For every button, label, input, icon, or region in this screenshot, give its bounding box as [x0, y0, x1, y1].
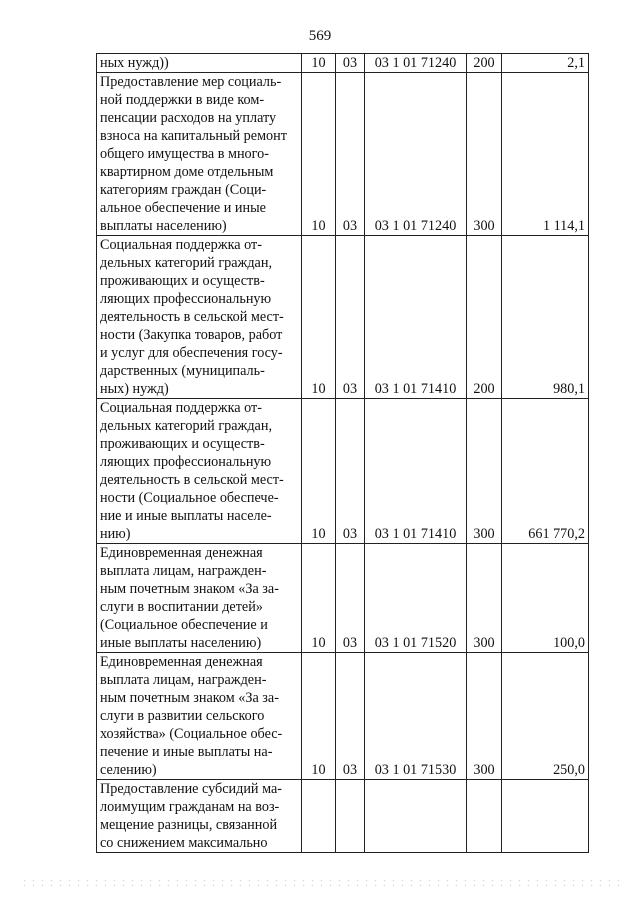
- expense-name-line: мещение разницы, связанной: [100, 817, 278, 833]
- subsection-cell: [336, 780, 365, 853]
- expense-name-line: нию): [100, 526, 131, 542]
- expense-name-line: общего имущества в много-: [100, 146, 269, 162]
- scan-noise: [20, 878, 620, 890]
- expense-type-cell: 300: [467, 544, 502, 653]
- expense-type-cell: 300: [467, 73, 502, 236]
- expense-name-line: и услуг для обеспечения госу-: [100, 345, 283, 361]
- expense-name-line: квартирном доме отдельным: [100, 164, 274, 180]
- amount-cell: 661 770,2: [502, 399, 589, 544]
- expense-name-line: деятельность в сельской мест-: [100, 309, 284, 325]
- target-article-cell: 03 1 01 71520: [365, 544, 467, 653]
- target-article-cell: 03 1 01 71240: [365, 73, 467, 236]
- expense-name-line: дельных категорий граждан,: [100, 418, 272, 434]
- expense-name-line: хозяйства» (Социальное обес-: [100, 726, 283, 742]
- amount-cell: 250,0: [502, 653, 589, 780]
- table-row: [97, 399, 589, 544]
- expense-name-cell: [97, 780, 302, 853]
- table-row: [97, 73, 589, 236]
- expense-name-line: ние и иные выплаты населе-: [100, 508, 272, 524]
- expense-name-line: со снижением максимально: [100, 835, 268, 851]
- amount-cell: 2,1: [502, 54, 589, 73]
- expense-name-line: ным почетным знаком «За за-: [100, 690, 279, 706]
- amount-cell: 1 114,1: [502, 73, 589, 236]
- expense-name-line: ных нужд)): [100, 55, 169, 71]
- expense-name-line: взноса на капитальный ремонт: [100, 128, 287, 144]
- expense-name-line: ным почетным знаком «За за-: [100, 581, 279, 597]
- expense-name-line: печение и иные выплаты на-: [100, 744, 273, 760]
- expense-type-cell: 200: [467, 236, 502, 399]
- expense-name-line: ляющих профессиональную: [100, 454, 272, 470]
- subsection-cell: 03: [336, 54, 365, 73]
- amount-cell: [502, 780, 589, 853]
- expense-name-cell: [97, 653, 302, 780]
- subsection-cell: 03: [336, 653, 365, 780]
- target-article-cell: 03 1 01 71410: [365, 399, 467, 544]
- subsection-cell: 03: [336, 544, 365, 653]
- expense-name-line: категориям граждан (Соци-: [100, 182, 267, 198]
- page-number: 569: [308, 28, 332, 44]
- table-row: [97, 780, 589, 853]
- expense-name-line: лоимущим гражданам на воз-: [100, 799, 280, 815]
- expense-name-line: альное обеспечение и иные: [100, 200, 266, 216]
- target-article-cell: 03 1 01 71530: [365, 653, 467, 780]
- expense-name-cell: [97, 399, 302, 544]
- amount-cell: 980,1: [502, 236, 589, 399]
- subsection-cell: 03: [336, 236, 365, 399]
- expense-name-line: выплаты населению): [100, 218, 227, 234]
- expense-name-line: ных) нужд): [100, 381, 169, 397]
- amount-cell: 100,0: [502, 544, 589, 653]
- expense-name-line: деятельность в сельской мест-: [100, 472, 284, 488]
- target-article-cell: 03 1 01 71240: [365, 54, 467, 73]
- section-cell: 10: [302, 399, 336, 544]
- table-row: [97, 54, 589, 73]
- table-row: [97, 653, 589, 780]
- expense-name-line: ности (Социальное обеспече-: [100, 490, 279, 506]
- expense-name-line: Социальная поддержка от-: [100, 237, 262, 253]
- table-row: [97, 236, 589, 399]
- expense-name-line: Единовременная денежная: [100, 545, 263, 561]
- expense-name-line: ности (Закупка товаров, работ: [100, 327, 283, 343]
- expense-name-line: ной поддержки в виде ком-: [100, 92, 265, 108]
- expense-name-line: выплата лицам, награжден-: [100, 672, 267, 688]
- expense-name-line: пенсации расходов на уплату: [100, 110, 277, 126]
- expense-name-line: проживающих и осуществ-: [100, 436, 265, 452]
- expense-name-line: выплата лицам, награжден-: [100, 563, 267, 579]
- expense-type-cell: 300: [467, 399, 502, 544]
- expense-name-line: Единовременная денежная: [100, 654, 263, 670]
- expense-name-line: проживающих и осуществ-: [100, 273, 265, 289]
- section-cell: 10: [302, 544, 336, 653]
- expense-name-line: Предоставление мер социаль-: [100, 74, 282, 90]
- expense-type-cell: [467, 780, 502, 853]
- expense-name-line: Предоставление субсидий ма-: [100, 781, 282, 797]
- expense-name-cell: [97, 236, 302, 399]
- target-article-cell: [365, 780, 467, 853]
- expense-name-line: дарственных (муниципаль-: [100, 363, 265, 379]
- expense-name-line: слуги в развитии сельского: [100, 708, 265, 724]
- expense-name-line: иные выплаты населению): [100, 635, 262, 651]
- expense-name-line: дельных категорий граждан,: [100, 255, 272, 271]
- budget-table-body: [97, 54, 589, 853]
- expense-name-line: ляющих профессиональную: [100, 291, 272, 307]
- section-cell: 10: [302, 653, 336, 780]
- target-article-cell: 03 1 01 71410: [365, 236, 467, 399]
- budget-table: [96, 53, 589, 853]
- section-cell: 10: [302, 236, 336, 399]
- expense-type-cell: 200: [467, 54, 502, 73]
- expense-name-cell: [97, 54, 302, 73]
- section-cell: 10: [302, 54, 336, 73]
- expense-name-cell: [97, 544, 302, 653]
- expense-name-line: (Социальное обеспечение и: [100, 617, 268, 633]
- section-cell: 10: [302, 73, 336, 236]
- subsection-cell: 03: [336, 399, 365, 544]
- expense-type-cell: 300: [467, 653, 502, 780]
- section-cell: [302, 780, 336, 853]
- subsection-cell: 03: [336, 73, 365, 236]
- table-row: [97, 544, 589, 653]
- expense-name-cell: [97, 73, 302, 236]
- expense-name-line: Социальная поддержка от-: [100, 400, 262, 416]
- expense-name-line: селению): [100, 762, 157, 778]
- expense-name-line: слуги в воспитании детей»: [100, 599, 263, 615]
